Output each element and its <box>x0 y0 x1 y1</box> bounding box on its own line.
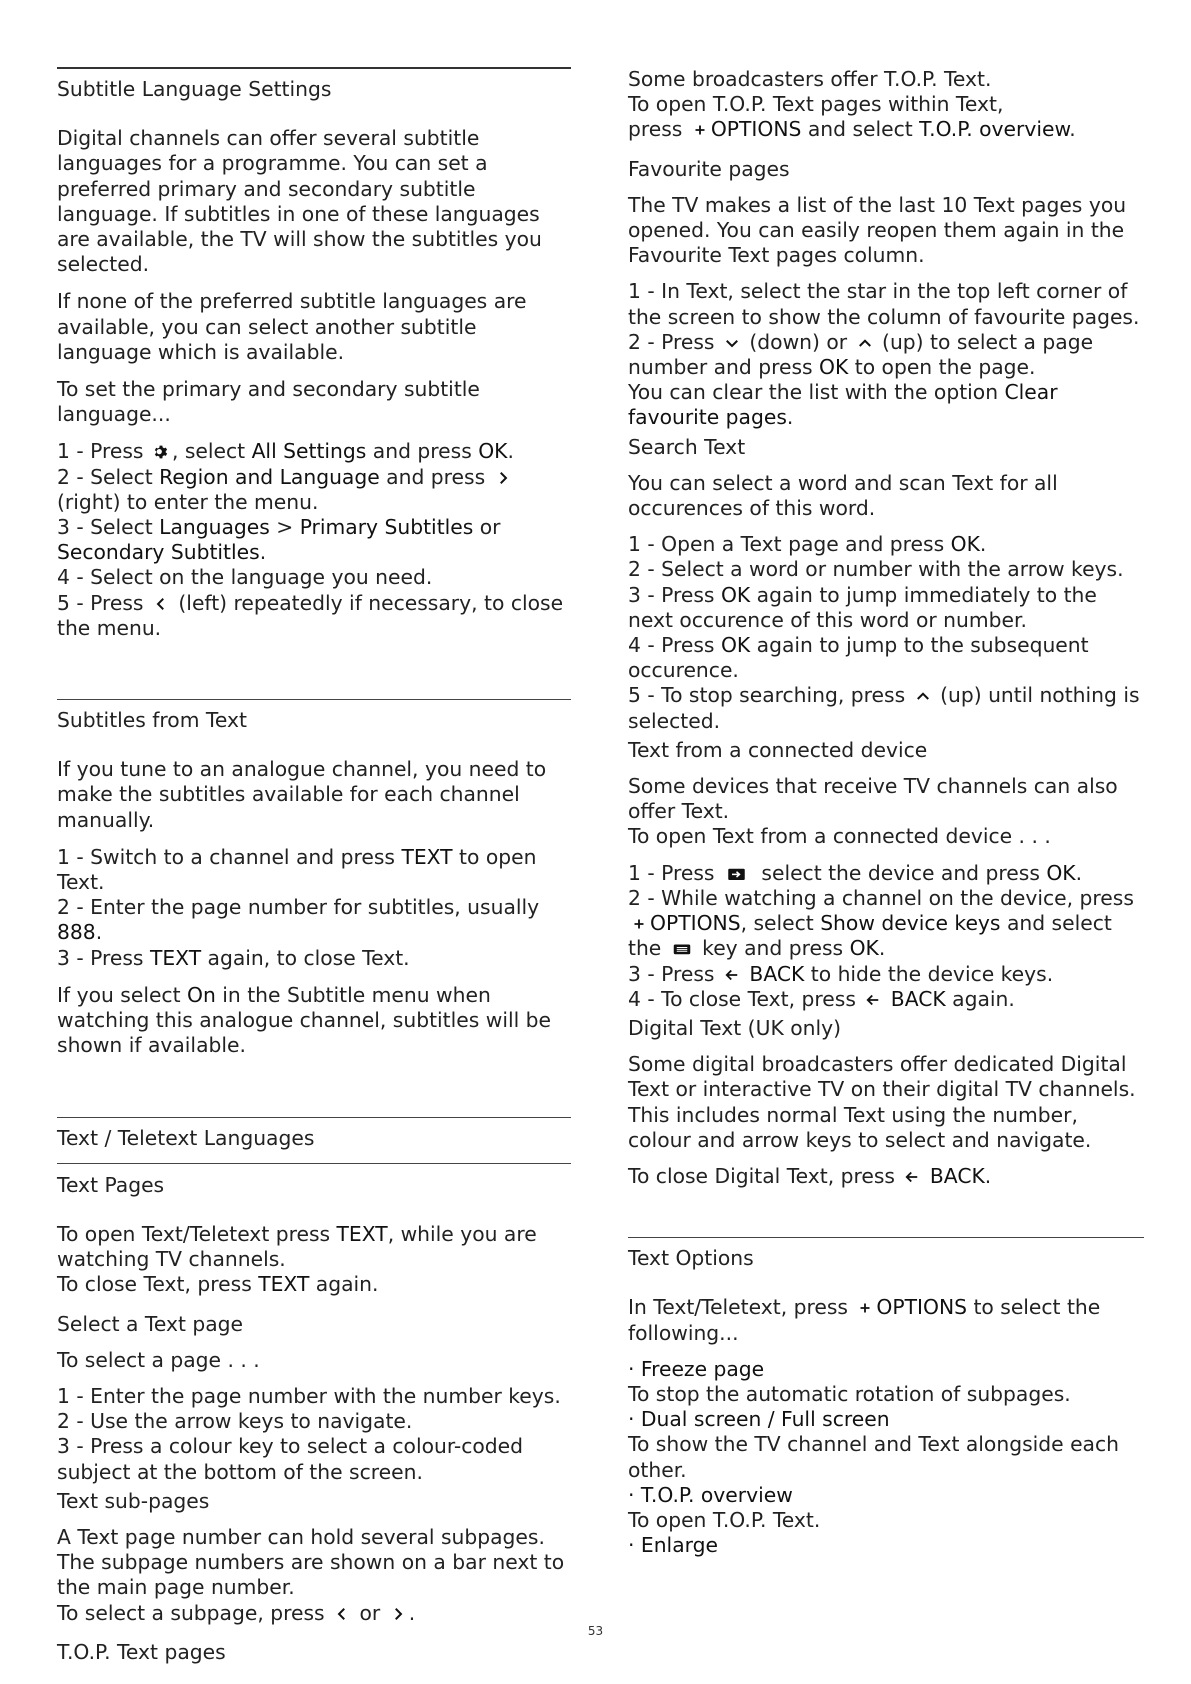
gear-icon <box>150 443 172 461</box>
section-title-text-pages: Text Pages <box>57 1172 165 1197</box>
page-number: 53 <box>587 1624 604 1638</box>
step-3: 3 - Press BACK to hide the device keys. <box>628 961 1054 986</box>
back-arrow-icon <box>721 966 743 984</box>
steps-list <box>628 532 1144 734</box>
paragraph: You can clear the list with the option Clear favourite pages. <box>628 380 1058 430</box>
section-title-subtitle-language-settings: Subtitle Language Settings <box>57 77 332 101</box>
step-3: 3 - Press a colour key to select a colour-coded subject at the bottom of the screen. <box>57 1434 524 1484</box>
step-2: 2 - Press (down) or (up) to select a page number and press OK to open the page. <box>628 329 1094 380</box>
step-1: 1 - In Text, select the star in the top left corner of the screen to show the column of favourite pages. <box>628 279 1140 329</box>
subheading-digital-text: Digital Text (UK only) <box>628 1015 842 1040</box>
paragraph: The TV makes a list of the last 10 Text pages you opened. You can easily reopen them again in the Favourite Text pages column. <box>628 192 1127 268</box>
option-freeze-page: · Freeze page <box>628 1356 765 1381</box>
steps-list <box>57 845 571 971</box>
option-enlarge: · Enlarge <box>628 1533 718 1558</box>
paragraph: To close Text, press TEXT again. <box>57 1272 379 1297</box>
plus-icon <box>854 1299 876 1317</box>
keypad-menu-icon <box>668 940 696 958</box>
paragraph: If you tune to an analogue channel, you need to make the subtitles available for each channel manually. <box>57 757 547 832</box>
step-1: 1 - Press , select All Settings and press OK. <box>57 439 514 464</box>
paragraph: A Text page number can hold several subpages. The subpage numbers are shown on a bar next to the main page number. <box>57 1524 565 1600</box>
step-2: 2 - While watching a channel on the device, press OPTIONS, select Show device keys and select the key and press OK. <box>628 885 1134 961</box>
step-3: 3 - Press OK again to jump immediately to the next occurence of this word or number. <box>628 582 1097 632</box>
step-4: 4 - Select on the language you need. <box>57 565 433 590</box>
step-2: 2 - Use the arrow keys to navigate. <box>57 1409 413 1434</box>
chevron-right-icon <box>492 469 514 487</box>
subheading-text-from-connected-device: Text from a connected device <box>628 737 928 762</box>
step-1: 1 - Open a Text page and press OK. <box>628 532 987 557</box>
step-4: 4 - To close Text, press BACK again. <box>628 986 1015 1011</box>
subheading-top-text-pages: T.O.P. Text pages <box>57 1639 226 1664</box>
paragraph: You can select a word and scan Text for all occurences of this word. <box>628 470 1058 521</box>
step-3: 3 - Select Languages > Primary Subtitles or Secondary Subtitles. <box>57 515 501 565</box>
subheading-search-text: Search Text <box>628 434 746 459</box>
option-description: To open T.O.P. Text. <box>628 1507 821 1532</box>
subheading-favourite-pages: Favourite pages <box>628 156 790 181</box>
paragraph: Some devices that receive TV channels can also offer Text. <box>628 774 1118 824</box>
steps-list <box>628 279 1144 380</box>
paragraph: To select a page . . . <box>57 1347 260 1372</box>
options-list <box>628 1357 1144 1559</box>
subheading-select-a-text-page: Select a Text page <box>57 1311 244 1336</box>
steps-list <box>57 1384 571 1485</box>
step-5: 5 - Press (left) repeatedly if necessary, to close the menu. <box>57 590 564 640</box>
paragraph: If none of the preferred subtitle languages are available, you can select another subtitle language which is available. <box>57 289 527 364</box>
option-dual-screen: · Dual screen / Full screen <box>628 1407 890 1432</box>
paragraph: To open Text from a connected device . . . <box>628 824 1051 849</box>
option-top-overview: · T.O.P. overview <box>628 1482 793 1507</box>
steps-list <box>628 861 1144 1012</box>
chevron-down-icon <box>721 334 743 352</box>
chevron-up-icon <box>912 687 934 705</box>
step-4: 4 - Press OK again to jump to the subsequent occurence. <box>628 633 1089 683</box>
paragraph: Digital channels can offer several subtitle languages for a programme. You can set a preferred primary and secondary subtitle language. If subtitles in one of these languages are available, the TV will show the subtitles you selected. <box>57 126 542 277</box>
subheading-text-sub-pages: Text sub-pages <box>57 1488 210 1513</box>
back-arrow-icon <box>862 991 884 1009</box>
paragraph: To close Digital Text, press BACK. <box>628 1163 992 1188</box>
option-description: To show the TV channel and Text alongside each other. <box>628 1432 1119 1482</box>
step-1: 1 - Press select the device and press OK. <box>628 860 1083 885</box>
paragraph: Some digital broadcasters offer dedicated Digital Text or interactive TV on their digital TV channels. This includes normal Text using the number, colour and arrow keys to select and navigate. <box>628 1052 1136 1152</box>
source-input-icon <box>721 865 755 883</box>
plus-icon <box>628 915 650 933</box>
left-column <box>57 67 571 1665</box>
step-1: 1 - Enter the page number with the number keys. <box>57 1383 561 1408</box>
section-title-text-teletext-languages: Text / Teletext Languages <box>57 1125 315 1150</box>
paragraph: If you select On in the Subtitle menu when watching this analogue channel, subtitles will be shown if available. <box>57 982 552 1058</box>
paragraph: To select a subpage, press or . <box>57 1600 416 1625</box>
paragraph: To set the primary and secondary subtitle language... <box>57 377 480 427</box>
option-description: To stop the automatic rotation of subpages. <box>628 1381 1071 1406</box>
paragraph: To open Text/Teletext press TEXT, while you are watching TV channels. <box>57 1221 537 1272</box>
chevron-left-icon <box>150 595 172 613</box>
step-2: 2 - Enter the page number for subtitles, usually 888. <box>57 895 540 945</box>
right-column <box>628 67 1144 1558</box>
paragraph: In Text/Teletext, press OPTIONS to select the following... <box>628 1295 1101 1345</box>
step-3: 3 - Press TEXT again, to close Text. <box>57 945 410 970</box>
section-title-text-options: Text Options <box>628 1246 754 1271</box>
step-1: 1 - Switch to a channel and press TEXT to open Text. <box>57 844 537 895</box>
step-5: 5 - To stop searching, press (up) until nothing is selected. <box>628 683 1140 733</box>
plus-icon <box>689 121 711 139</box>
step-2: 2 - Select a word or number with the arrow keys. <box>628 557 1124 582</box>
step-2: 2 - Select Region and Language and press (right) to enter the menu. <box>57 465 571 515</box>
back-arrow-icon <box>901 1168 923 1186</box>
chevron-up-icon <box>854 334 876 352</box>
top-text-intro: Some broadcasters offer T.O.P. Text. To open T.O.P. Text pages within Text, press OPTIONS and select T.O.P. overview. <box>628 67 1076 142</box>
steps-list <box>57 439 571 641</box>
section-title-subtitles-from-text: Subtitles from Text <box>57 708 247 733</box>
